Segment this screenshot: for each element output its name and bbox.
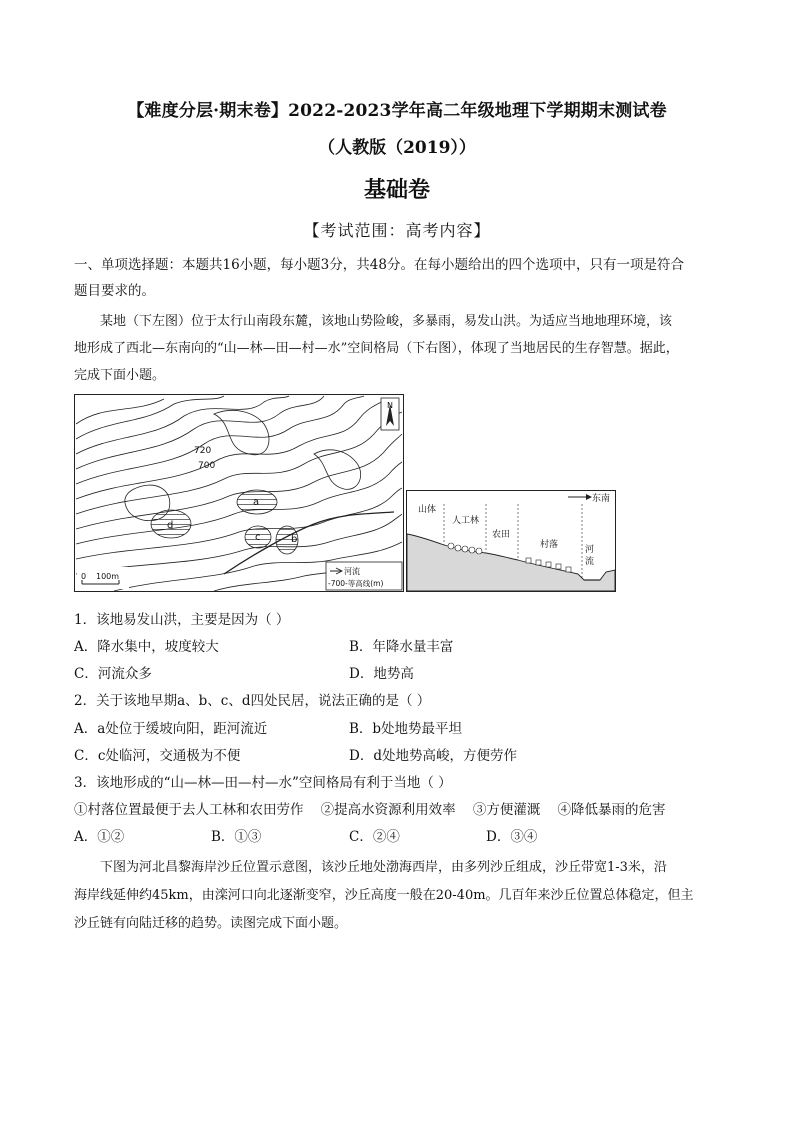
cross-section-figure [406, 490, 616, 592]
zone-farmland: 农田 [492, 530, 511, 540]
contour-label-700: 700 [198, 461, 216, 471]
passage-line: 下图为河北昌黎海岸沙丘位置示意图，该沙丘地处渤海西岸，由多列沙丘组成，沙丘带宽1-3米，沿 [100, 860, 667, 875]
zone-village: 村落 [540, 540, 559, 550]
scale-bar [77, 567, 129, 589]
passage-line: 海岸线延伸约45km，由滦河口向北逐渐变窄，沙丘高度一般在20-40m。几百年来沙丘位置总体稳定，但主 [74, 888, 694, 903]
question-2-option-a[interactable]: A．a处位于缓坡向阳，距河流近 [74, 721, 268, 737]
exam-title: 【难度分层·期末卷】2022-2023学年高二年级地理下学期期末测试卷 [127, 101, 667, 121]
section-intro [74, 252, 722, 304]
passage-line: 地形成了西北—东南向的“山—林—田—村—水”空间格局（下右图），体现了当地居民的生存智慧。据此， [74, 341, 679, 356]
question-2-option-b[interactable]: B．b处地势最平坦 [349, 721, 463, 737]
direction-label: 东南 [592, 494, 611, 504]
exam-level: 基础卷 [363, 177, 430, 203]
label-b: b [291, 534, 298, 545]
label-d: d [167, 520, 174, 531]
passage-line: 完成下面小题。 [74, 368, 166, 383]
passage-line: 沙丘链有向陆迁移的趋势。读图完成下面小题。 [74, 916, 348, 931]
svg-text:N: N [387, 401, 393, 410]
question-3-option-a[interactable]: A．①② [74, 829, 125, 845]
question-3-option-c[interactable]: C．②④ [349, 829, 400, 845]
passage-line: 某地（下左图）位于太行山南段东麓，该地山势险峻，多暴雨，易发山洪。为适应当地地理环境，该 [100, 314, 673, 329]
question-1-stem: 1．该地易发山洪，主要是因为（ ） [74, 612, 290, 628]
contour-label-720: 720 [194, 446, 212, 456]
question-3-stem: 3．该地形成的“山—林—田—村—水”空间格局有利于当地（ ） [74, 775, 452, 791]
zone-river-1: 河 [585, 545, 595, 555]
zone-forest: 人工林 [452, 516, 480, 526]
question-2-option-d[interactable]: D．d处地势高峻，方便劳作 [349, 748, 517, 764]
question-2-stem: 2．关于该地早期a、b、c、d四处民居，说法正确的是（ ） [74, 693, 431, 709]
question-1-option-a[interactable]: A．降水集中，坡度较大 [74, 639, 219, 655]
passage-2 [74, 854, 722, 938]
label-c: c [255, 532, 261, 543]
section-intro-line: 一、单项选择题：本题共16小题，每小题3分，共48分。在每小题给出的四个选项中，只有一项是符合 [74, 257, 684, 273]
label-a: a [253, 497, 260, 508]
zone-river-2: 流 [585, 557, 595, 567]
svg-text:河流: 河流 [344, 567, 360, 576]
question-3-statements: ①村落位置最便于去人工林和农田劳作 ②提高水资源利用效率 ③方便灌溉 ④降低暴雨的危害 [74, 802, 666, 818]
question-3-option-b[interactable]: B．①③ [211, 829, 262, 845]
question-3-option-d[interactable]: D．③④ [486, 829, 538, 845]
question-1-option-c[interactable]: C．河流众多 [74, 666, 152, 682]
zone-mountain: 山体 [418, 505, 437, 515]
svg-text:0: 0 [81, 572, 87, 581]
exam-scope: 【考试范围：高考内容】 [303, 221, 491, 240]
passage-1 [74, 308, 722, 389]
north-arrow-icon [381, 398, 399, 430]
question-2-option-c[interactable]: C．c处临河，交通极为不便 [74, 748, 241, 764]
exam-edition: （人教版（2019）） [318, 138, 476, 158]
section-intro-line: 题目要求的。 [74, 283, 155, 299]
contour-map-figure [74, 394, 404, 592]
svg-text:100m: 100m [96, 572, 120, 581]
map-legend [326, 562, 402, 590]
question-1-option-d[interactable]: D．地势高 [349, 666, 414, 682]
question-1-option-b[interactable]: B．年降水量丰富 [349, 639, 454, 655]
svg-text:-700-等高线(m): -700-等高线(m) [328, 579, 384, 588]
